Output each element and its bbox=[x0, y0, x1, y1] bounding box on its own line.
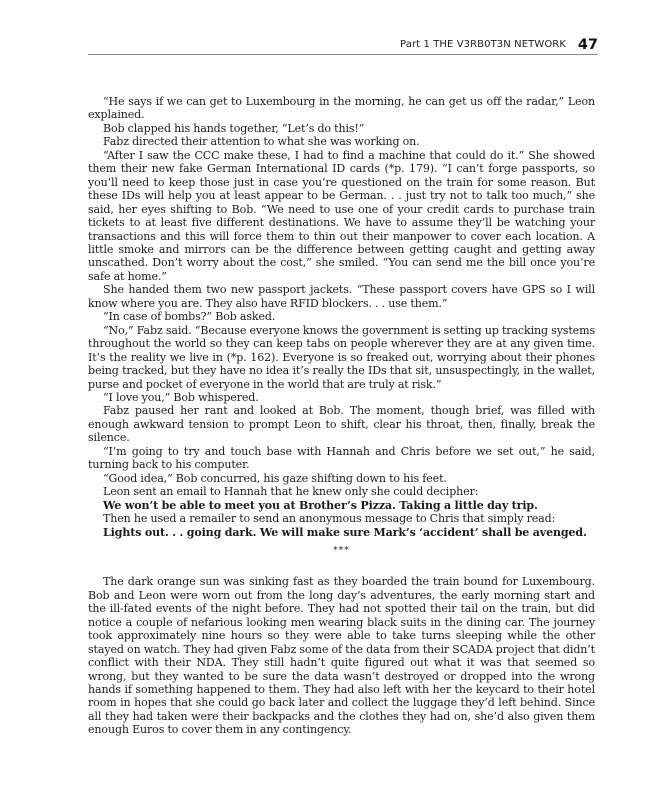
paragraph: She handed them two new passport jackets. “These passport covers have GPS so I will know where you are. They also have RFID blockers. . . use them.” bbox=[88, 283, 595, 310]
body-text bbox=[88, 95, 595, 737]
page-header bbox=[88, 32, 598, 55]
paragraph: “No,” Fabz said. “Because everyone knows the government is setting up tracking systems throughout the world so they can keep tabs on people wherever they are at any given time. It’s the reality we live in (*p. 162). Everyone is so freaked out, worrying about their phones being tracked, but they have no idea it’s really the IDs that sit, unsuspectingly, in the wallet, purse and pocket of everyone in the world that are truly at risk.” bbox=[88, 323, 595, 391]
paragraph: Fabz paused her rant and looked at Bob. The moment, though brief, was filled with enough awkward tension to prompt Leon to shift, clear his throat, then, finally, break the silence. bbox=[88, 404, 595, 445]
paragraph: Fabz directed their attention to what she was working on. bbox=[103, 135, 420, 149]
running-title: Part 1 THE V3RB0T3N NETWORK bbox=[400, 39, 566, 50]
chris-message: Lights out. . . going dark. We will make sure Mark’s ‘accident’ shall be avenged. bbox=[103, 525, 587, 539]
paragraph: “In case of bombs?” Bob asked. bbox=[103, 310, 276, 324]
paragraph: “I’m going to try and touch base with Hannah and Chris before we set out,” he said, turning back to his computer. bbox=[88, 444, 595, 472]
page-number: 47 bbox=[577, 37, 598, 53]
paragraph: “Good idea,” Bob concurred, his gaze shifting down to his feet. bbox=[103, 471, 447, 485]
paragraph: “I love you,” Bob whispered. bbox=[103, 390, 259, 404]
email-message: We won’t be able to meet you at Brother’s Pizza. Taking a little day trip. bbox=[103, 498, 538, 512]
remailer-intro: Then he used a remailer to send an anonymous message to Chris that simply read: bbox=[103, 512, 556, 526]
paragraph: Bob clapped his hands together, “Let’s do this!” bbox=[103, 121, 365, 135]
paragraph: Leon sent an email to Hannah that he knew only she could decipher: bbox=[103, 485, 479, 499]
paragraph: “After I saw the CCC make these, I had to find a machine that could do it.” She showed them their new fake German International ID cards (*p. 179). “I can’t forge passports, so you’ll need to keep those just in case you’re questioned on the train for some reason. But these IDs will help you at least appear to be German. . . just try not to talk too much,” she said, her eyes shifting to Bob. “We need to use one of your credit cards to purchase train tickets to at least five different destinations. We have to assume they’ll be watching your transactions and this will force them to thin out their manpower to cover each location. A little smoke and mirrors can be the difference between getting caught and getting away unscathed. Don’t worry about the cost,” she smiled. “You can send me the bill once you’re safe at home.” bbox=[88, 148, 595, 283]
closing-paragraph: The dark orange sun was sinking fast as they boarded the train bound for Luxembourg. Bob and Leon were worn out from the long day’s adventures, the early morning start and the ill-fated events of the night before. They had not spotted their tail on the train, but did notice a couple of nefarious looking men wearing black suits in the dining car. The journey took approximately nine hours so they were able to take turns sleeping while the other stayed on watch. They had given Fabz some of the data from their SCADA project that didn’t conflict with their NDA. They still hadn’t quite figured out what it was that seemed so wrong, but they wanted to be sure the data wasn’t destroyed or dropped into the wrong hands if something happened to them. They had also left with her the keycard to their hotel room in hopes that she could go back later and collect the luggage they’d left behind. Since all they had taken were their backpacks and the clothes they had on, she’d also given them enough Euros to cover them in any contingency. bbox=[88, 575, 595, 737]
paragraph: “He says if we can get to Luxembourg in the morning, he can get us off the radar,” Leon explained. bbox=[88, 95, 595, 122]
section-break: *** bbox=[333, 545, 350, 556]
